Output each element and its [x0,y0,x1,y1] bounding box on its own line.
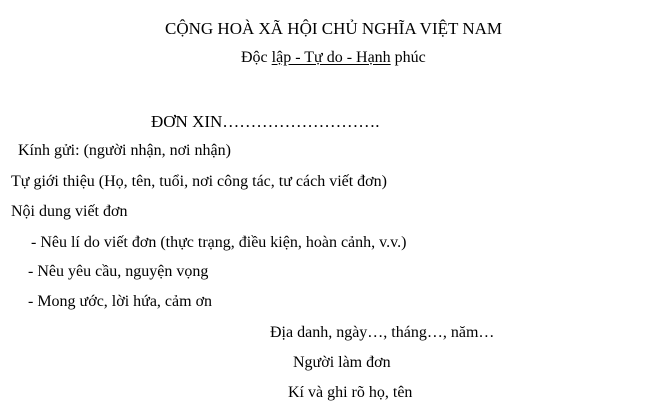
national-motto [241,48,426,68]
content-item-wishes: - Mong ước, lời hứa, cảm ơn [28,293,213,310]
applicant-label: Người làm đơn [293,354,391,371]
document-title: ĐƠN XIN………………………. [151,112,380,131]
motto-suffix: phúc [390,49,426,66]
content-heading: Nội dung viết đơn [11,203,128,220]
content-item-reason: - Nêu lí do viết đơn (thực trạng, điều kiện, hoàn cảnh, v.v.) [31,234,407,251]
recipient-line: Kính gửi: (người nhận, nơi nhận) [18,142,231,159]
motto-prefix: Độc [241,49,272,66]
national-title: CỘNG HOÀ XÃ HỘI CHỦ NGHĨA VIỆT NAM [165,19,503,38]
motto-underlined: lập - Tự do - Hạnh [271,49,391,66]
self-introduction-line: Tự giới thiệu (Họ, tên, tuổi, nơi công tác, tư cách viết đơn) [11,173,387,190]
content-item-request: - Nêu yêu cầu, nguyện vọng [28,263,209,280]
place-date-line: Địa danh, ngày…, tháng…, năm… [270,324,495,341]
signature-note: Kí và ghi rõ họ, tên [288,384,413,401]
